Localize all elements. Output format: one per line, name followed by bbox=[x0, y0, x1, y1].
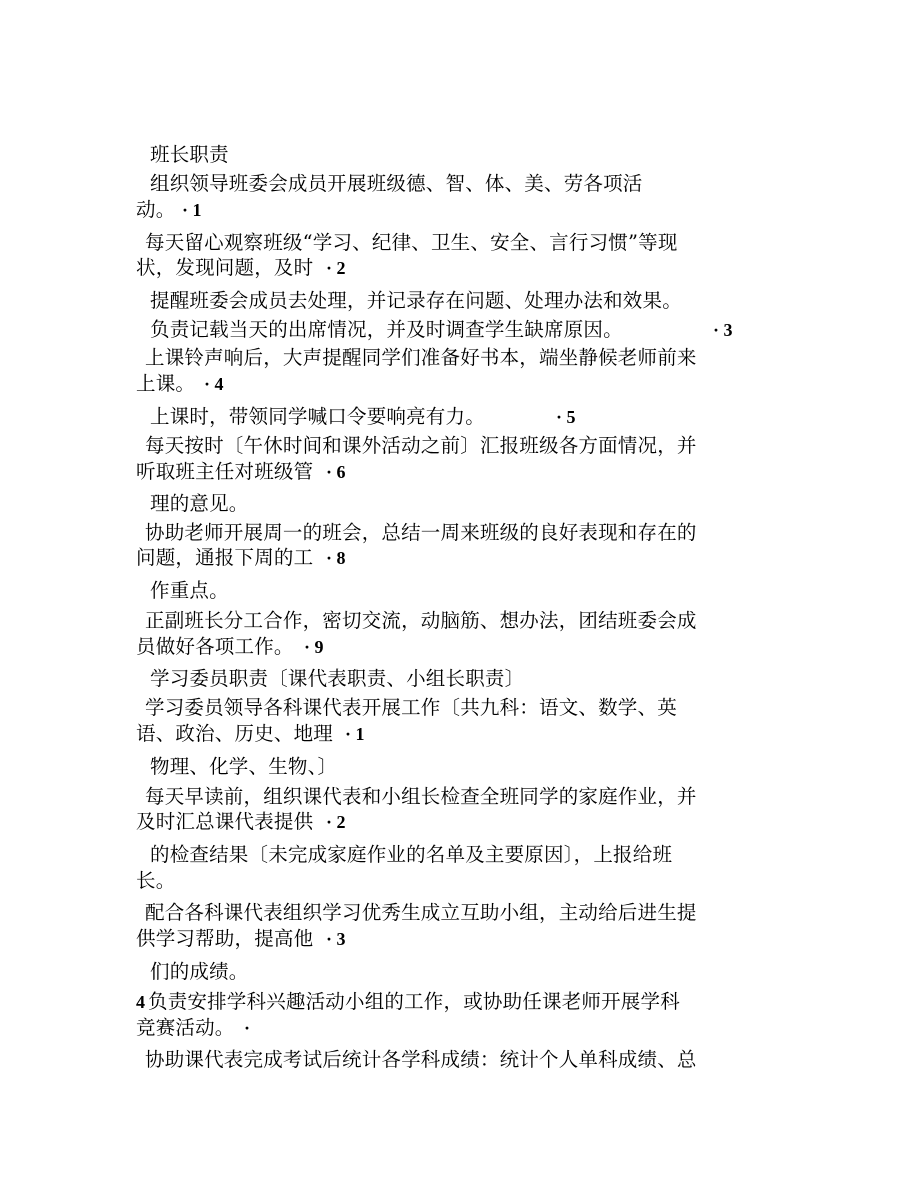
item-marker: · 1 bbox=[182, 200, 202, 220]
text-line: 们的成绩。 bbox=[150, 960, 249, 983]
text-line: 上课铃声响后，大声提醒同学们准备好书本，端坐静候老师前来 bbox=[145, 346, 697, 369]
item-marker: · 3 bbox=[326, 929, 346, 949]
text-line: 负责记载当天的出席情况，并及时调查学生缺席原因。 bbox=[150, 318, 623, 341]
text-line: 的检查结果〔未完成家庭作业的名单及主要原因〕，上报给班 bbox=[150, 843, 673, 866]
text-line: 理的意见。 bbox=[150, 492, 249, 515]
text-line: 上课时，带领同学喊口令要响亮有力。 bbox=[150, 405, 485, 428]
text-line: 长。 bbox=[136, 869, 176, 892]
item-marker: · bbox=[244, 1018, 251, 1038]
text-line: 作重点。 bbox=[150, 579, 229, 602]
text-line: 竞赛活动。 bbox=[136, 1016, 235, 1039]
text-line: 提醒班委会成员去处理，并记录存在问题、处理办法和效果。 bbox=[150, 289, 682, 312]
text-line: 语、政治、历史、地理 bbox=[136, 722, 334, 745]
text-line: 每天留心观察班级“学习、纪律、卫生、安全、言行习惯”等现 bbox=[145, 231, 678, 254]
text-line: 供学习帮助，提高他 bbox=[136, 927, 314, 950]
text-line: 负责安排学科兴趣活动小组的工作，或协助任课老师开展学科 bbox=[148, 990, 680, 1013]
text-line: 协助老师开展周一的班会，总结一周来班级的良好表现和存在的 bbox=[145, 521, 697, 544]
text-line: 状，发现问题，及时 bbox=[136, 256, 314, 279]
text-line: 及时汇总课代表提供 bbox=[136, 810, 314, 833]
text-line: 员做好各项工作。 bbox=[136, 635, 294, 658]
text-line: 每天早读前，组织课代表和小组长检查全班同学的家庭作业，并 bbox=[145, 785, 697, 808]
item-marker: · 2 bbox=[326, 812, 346, 832]
text-line: 上课。 bbox=[136, 372, 196, 395]
text-line: 每天按时〔午休时间和课外活动之前〕汇报班级各方面情况，并 bbox=[145, 434, 697, 457]
heading-study-committee-duties: 学习委员职责〔课代表职责、小组长职责〕 bbox=[150, 667, 525, 690]
item-marker: · 1 bbox=[345, 724, 365, 744]
item-marker: · 5 bbox=[556, 407, 576, 427]
text-line: 协助课代表完成考试后统计各学科成绩：统计个人单科成绩、总 bbox=[145, 1048, 697, 1071]
text-line: 听取班主任对班级管 bbox=[136, 460, 314, 483]
item-marker: · 8 bbox=[326, 548, 346, 568]
text-line: 物理、化学、生物、〕 bbox=[150, 755, 338, 778]
item-marker: · 3 bbox=[713, 320, 733, 340]
item-marker: · 9 bbox=[304, 637, 324, 657]
item-marker: · 4 bbox=[204, 374, 224, 394]
heading-monitor-duties: 班长职责 bbox=[150, 143, 229, 166]
text-line: 配合各科课代表组织学习优秀生成立互助小组，主动给后进生提 bbox=[145, 901, 697, 924]
text-line: 正副班长分工合作，密切交流，动脑筋、想办法，团结班委会成 bbox=[145, 609, 697, 632]
item-number: 4 bbox=[136, 992, 145, 1012]
text-line: 学习委员领导各科课代表开展工作〔共九科：语文、数学、英 bbox=[145, 696, 677, 719]
text-line: 问题，通报下周的工 bbox=[136, 546, 314, 569]
item-marker: · 6 bbox=[326, 462, 346, 482]
item-marker: · 2 bbox=[326, 258, 346, 278]
text-line: 动。 bbox=[136, 198, 176, 221]
text-line: 组织领导班委会成员开展班级德、智、体、美、劳各项活 bbox=[150, 172, 643, 195]
